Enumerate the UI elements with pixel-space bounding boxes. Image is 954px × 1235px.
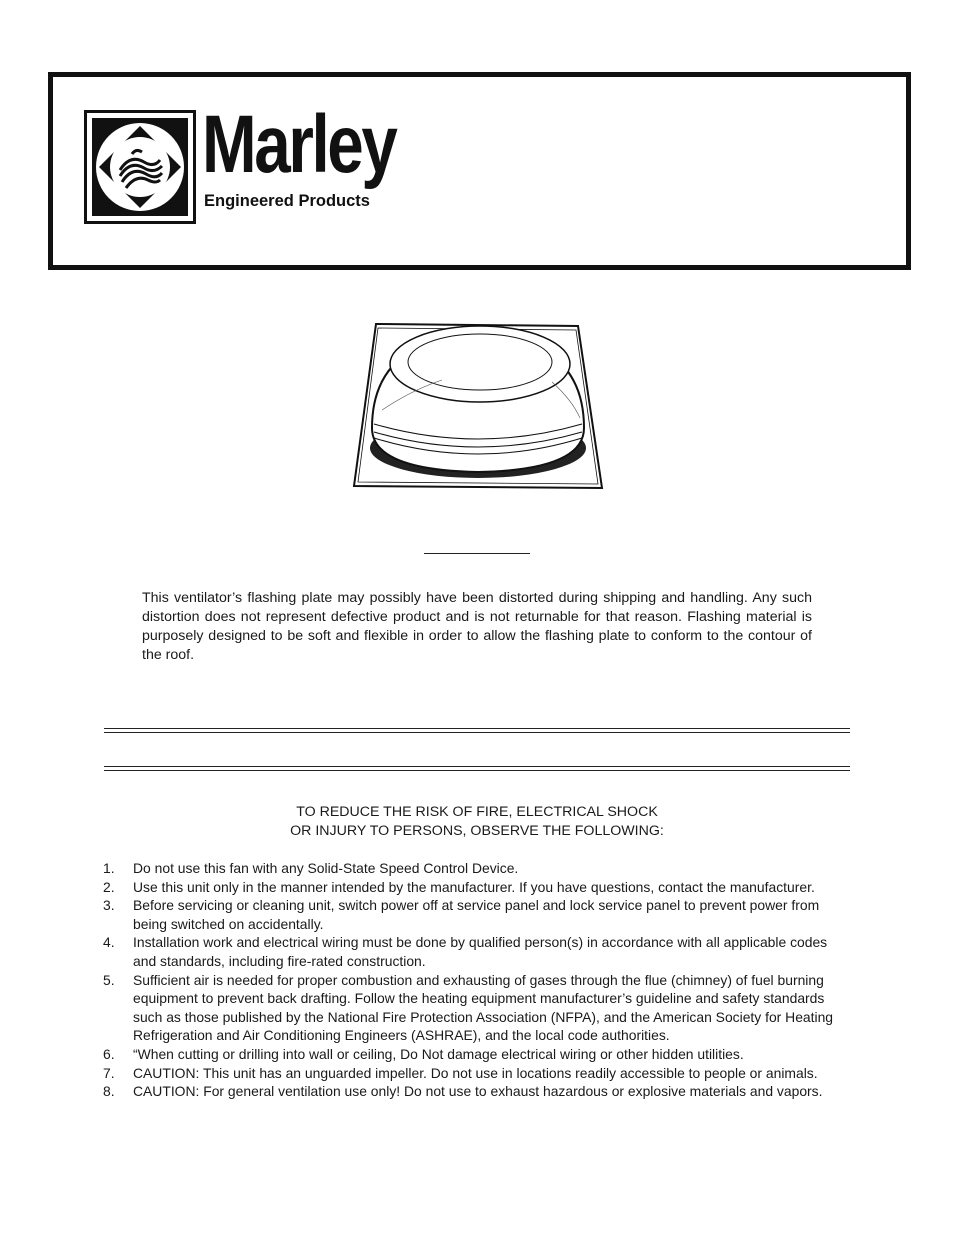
double-rule-top xyxy=(104,728,850,733)
roof-ventilator-illustration xyxy=(352,320,604,492)
double-rule-bottom xyxy=(104,766,850,771)
safety-heading-line2: OR INJURY TO PERSONS, OBSERVE THE FOLLOWING: xyxy=(290,823,664,839)
list-item: 5. Sufficient air is needed for proper combustion and exhausting of gases through the flue (chimney) of fuel burning equipment to prevent back drafting. Follow the heating equipment manufacturer’s guideline and safety standards such as those published by the National Fire Protection Association (NFPA), and the American Society for Heating Refrigeration and Air Conditioning Engineers (ASHRAE), and the local code authorities. xyxy=(103,971,834,1044)
marley-emblem-icon xyxy=(84,110,196,224)
safety-heading-line1: TO REDUCE THE RISK OF FIRE, ELECTRICAL SHOCK xyxy=(296,804,658,820)
list-item: 8. CAUTION: For general ventilation use only! Do not use to exhaust hazardous or explosive materials and vapors. xyxy=(103,1083,823,1100)
list-item: 7. CAUTION: This unit has an unguarded impeller. Do not use in locations readily accessible to people or animals. xyxy=(103,1064,818,1081)
list-item: 1. Do not use this fan with any Solid-State Speed Control Device. xyxy=(103,860,519,876)
flashing-notice: This ventilator’s flashing plate may possibly have been distorted during shipping and handling. Any such distortion does not represent defective product and is not returnable for that reason. Flashing material is purposely designed to be soft and flexible in order to allow the flashing plate to conform to the contour of the roof. xyxy=(142,590,812,663)
list-item: 3. Before servicing or cleaning unit, switch power off at service panel and lock service panel to prevent power from being switched on accidentally. xyxy=(103,897,820,932)
list-item: 4. Installation work and electrical wiring must be done by qualified person(s) in accordance with all applicable codes and standards, including fire-rated construction. xyxy=(103,934,828,969)
marley-logo xyxy=(84,99,444,230)
separator-rule xyxy=(424,553,530,554)
list-item: 6. “When cutting or drilling into wall or ceiling, Do Not damage electrical wiring or other hidden utilities. xyxy=(103,1045,744,1062)
list-item: 2. Use this unit only in the manner intended by the manufacturer. If you have questions, contact the manufacturer. xyxy=(103,878,815,895)
brand-subtitle: Engineered Products xyxy=(204,192,370,210)
brand-name: Marley xyxy=(202,99,396,190)
safety-instructions-list xyxy=(100,859,852,1101)
